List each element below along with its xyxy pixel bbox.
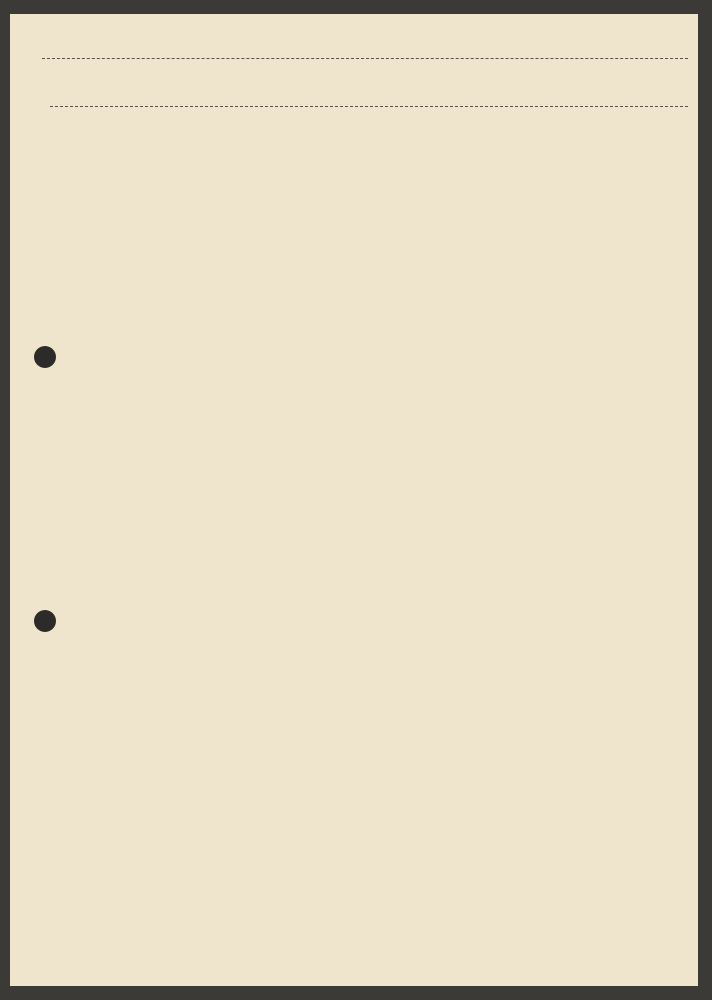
document-page xyxy=(10,14,698,986)
header-rule-bottom xyxy=(50,106,688,107)
punch-hole xyxy=(34,610,56,632)
punch-hole xyxy=(34,346,56,368)
header-rule-top xyxy=(42,58,688,59)
